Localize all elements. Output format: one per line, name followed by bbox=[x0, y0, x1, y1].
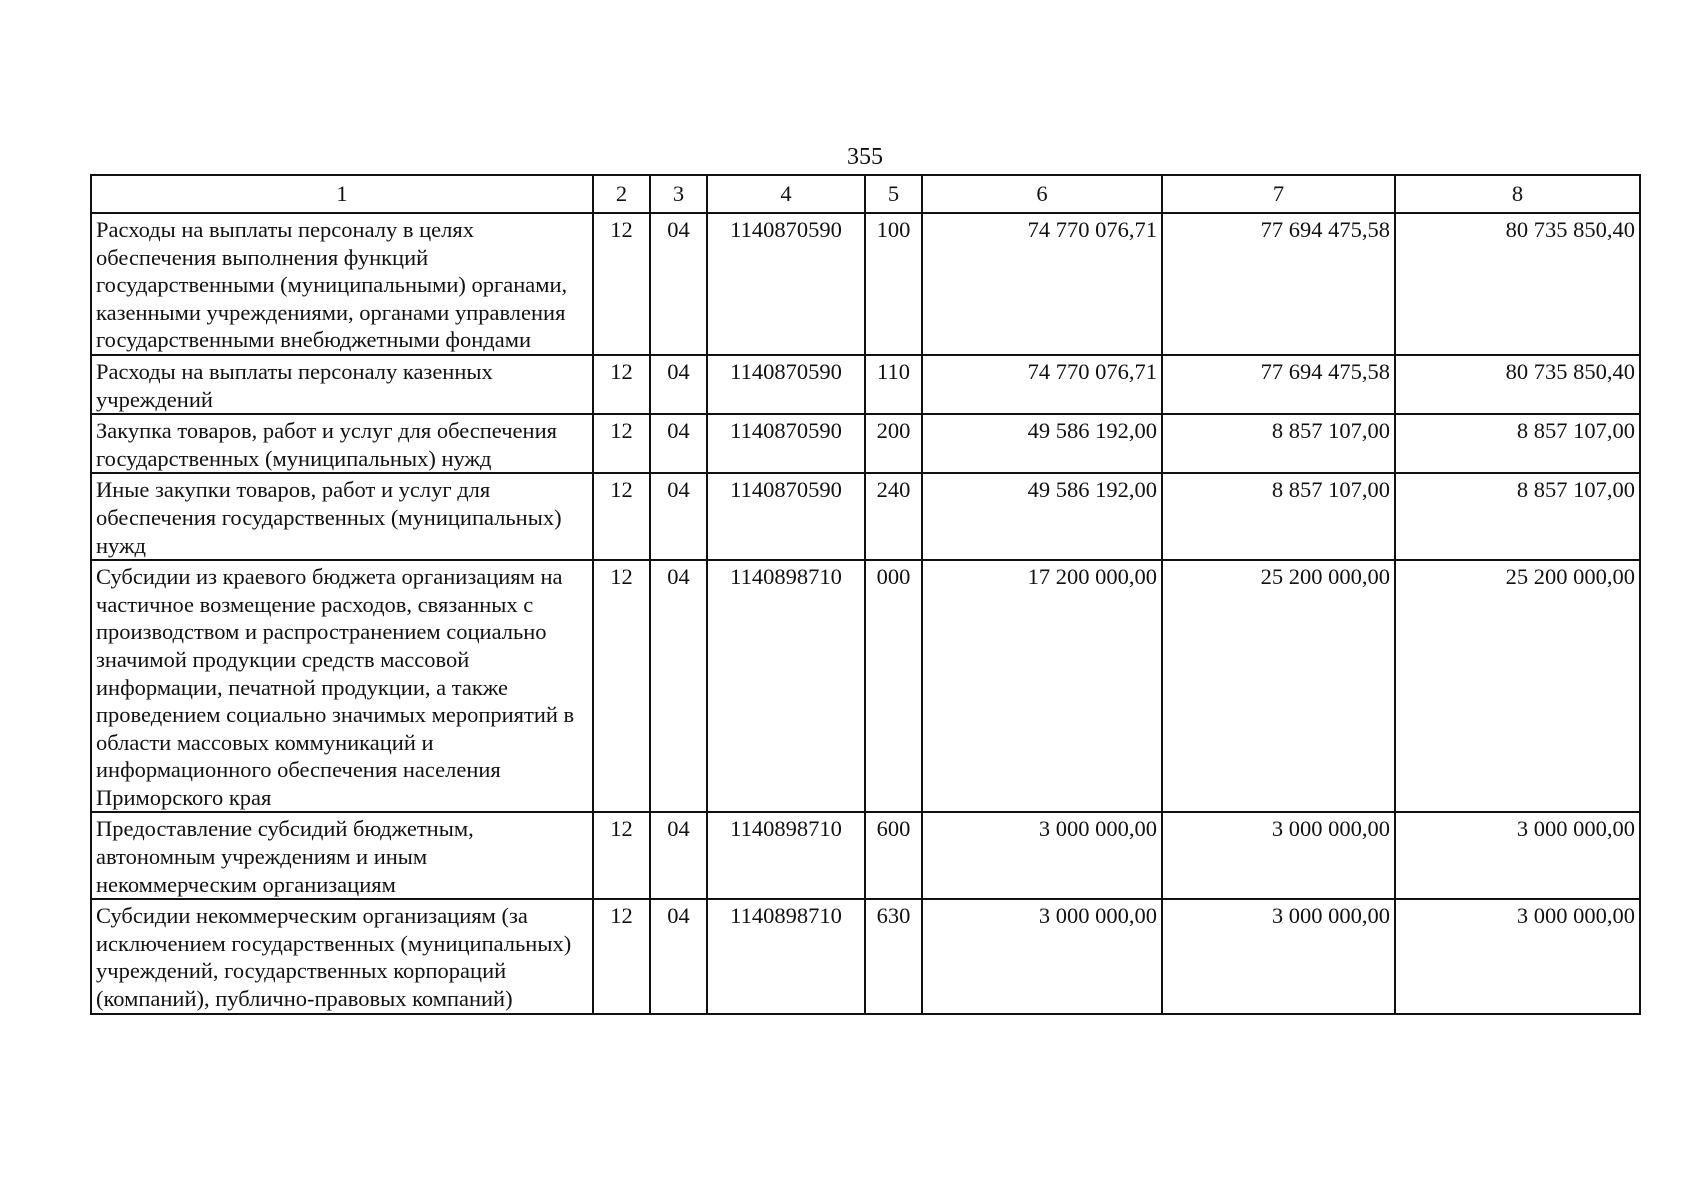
table-row bbox=[91, 355, 1640, 414]
row-name: Предоставление субсидий бюджетным, автономным учреждениям и иным некоммерческим организациям bbox=[91, 812, 593, 899]
row-target-code: 1140870590 bbox=[707, 355, 865, 414]
header-col-7: 7 bbox=[1162, 175, 1395, 213]
row-amount-6: 17 200 000,00 bbox=[922, 560, 1162, 812]
header-col-3: 3 bbox=[650, 175, 707, 213]
row-amount-7: 77 694 475,58 bbox=[1162, 213, 1395, 355]
row-amount-6: 49 586 192,00 bbox=[922, 414, 1162, 473]
row-amount-8: 8 857 107,00 bbox=[1395, 414, 1640, 473]
row-amount-6: 3 000 000,00 bbox=[922, 812, 1162, 899]
header-col-6: 6 bbox=[922, 175, 1162, 213]
row-name: Субсидии некоммерческим организациям (за исключением государственных (муниципальных) учреждений, государственных корпораций (компаний), публично-правовых компаний) bbox=[91, 899, 593, 1013]
row-amount-6: 74 770 076,71 bbox=[922, 355, 1162, 414]
row-section: 12 bbox=[593, 473, 650, 560]
row-expense-type: 600 bbox=[865, 812, 922, 899]
row-expense-type: 630 bbox=[865, 899, 922, 1013]
row-subsection: 04 bbox=[650, 560, 707, 812]
row-expense-type: 110 bbox=[865, 355, 922, 414]
row-expense-type: 100 bbox=[865, 213, 922, 355]
row-amount-7: 3 000 000,00 bbox=[1162, 899, 1395, 1013]
page-number: 355 bbox=[847, 144, 883, 170]
row-amount-8: 80 735 850,40 bbox=[1395, 355, 1640, 414]
row-target-code: 1140870590 bbox=[707, 473, 865, 560]
row-target-code: 1140898710 bbox=[707, 899, 865, 1013]
row-name: Закупка товаров, работ и услуг для обеспечения государственных (муниципальных) нужд bbox=[91, 414, 593, 473]
row-subsection: 04 bbox=[650, 355, 707, 414]
row-section: 12 bbox=[593, 899, 650, 1013]
row-expense-type: 240 bbox=[865, 473, 922, 560]
row-subsection: 04 bbox=[650, 812, 707, 899]
header-row bbox=[91, 175, 1640, 213]
row-amount-7: 25 200 000,00 bbox=[1162, 560, 1395, 812]
row-target-code: 1140898710 bbox=[707, 812, 865, 899]
row-amount-8: 80 735 850,40 bbox=[1395, 213, 1640, 355]
row-name: Иные закупки товаров, работ и услуг для обеспечения государственных (муниципальных) нужд bbox=[91, 473, 593, 560]
row-section: 12 bbox=[593, 414, 650, 473]
row-section: 12 bbox=[593, 812, 650, 899]
row-target-code: 1140898710 bbox=[707, 560, 865, 812]
row-amount-7: 8 857 107,00 bbox=[1162, 414, 1395, 473]
row-subsection: 04 bbox=[650, 899, 707, 1013]
table-row bbox=[91, 414, 1640, 473]
row-amount-8: 3 000 000,00 bbox=[1395, 899, 1640, 1013]
row-section: 12 bbox=[593, 560, 650, 812]
row-amount-8: 3 000 000,00 bbox=[1395, 812, 1640, 899]
row-target-code: 1140870590 bbox=[707, 414, 865, 473]
row-subsection: 04 bbox=[650, 414, 707, 473]
header-col-4: 4 bbox=[707, 175, 865, 213]
table-row bbox=[91, 473, 1640, 560]
table-row bbox=[91, 213, 1640, 355]
row-amount-6: 49 586 192,00 bbox=[922, 473, 1162, 560]
row-amount-8: 8 857 107,00 bbox=[1395, 473, 1640, 560]
row-amount-7: 3 000 000,00 bbox=[1162, 812, 1395, 899]
row-name: Субсидии из краевого бюджета организациям на частичное возмещение расходов, связанных с производством и распространением социально значимой продукции средств массовой информации, печатной продукции, а также проведением социально значимых мероприятий в области массовых коммуникаций и информационного обеспечения населения Приморского края bbox=[91, 560, 593, 812]
row-name: Расходы на выплаты персоналу казенных учреждений bbox=[91, 355, 593, 414]
header-col-8: 8 bbox=[1395, 175, 1640, 213]
row-section: 12 bbox=[593, 213, 650, 355]
row-amount-6: 3 000 000,00 bbox=[922, 899, 1162, 1013]
header-col-2: 2 bbox=[593, 175, 650, 213]
row-subsection: 04 bbox=[650, 473, 707, 560]
row-amount-7: 8 857 107,00 bbox=[1162, 473, 1395, 560]
row-target-code: 1140870590 bbox=[707, 213, 865, 355]
row-amount-8: 25 200 000,00 bbox=[1395, 560, 1640, 812]
row-amount-7: 77 694 475,58 bbox=[1162, 355, 1395, 414]
row-expense-type: 200 bbox=[865, 414, 922, 473]
row-expense-type: 000 bbox=[865, 560, 922, 812]
row-section: 12 bbox=[593, 355, 650, 414]
table-row bbox=[91, 560, 1640, 812]
table-row bbox=[91, 812, 1640, 899]
row-amount-6: 74 770 076,71 bbox=[922, 213, 1162, 355]
row-subsection: 04 bbox=[650, 213, 707, 355]
budget-table bbox=[90, 174, 1641, 1015]
header-col-5: 5 bbox=[865, 175, 922, 213]
table-row bbox=[91, 899, 1640, 1013]
header-col-1: 1 bbox=[91, 175, 593, 213]
row-name: Расходы на выплаты персоналу в целях обеспечения выполнения функций государственными (муниципальными) органами, казенными учреждениями, органами управления государственными внебюджетными фондами bbox=[91, 213, 593, 355]
